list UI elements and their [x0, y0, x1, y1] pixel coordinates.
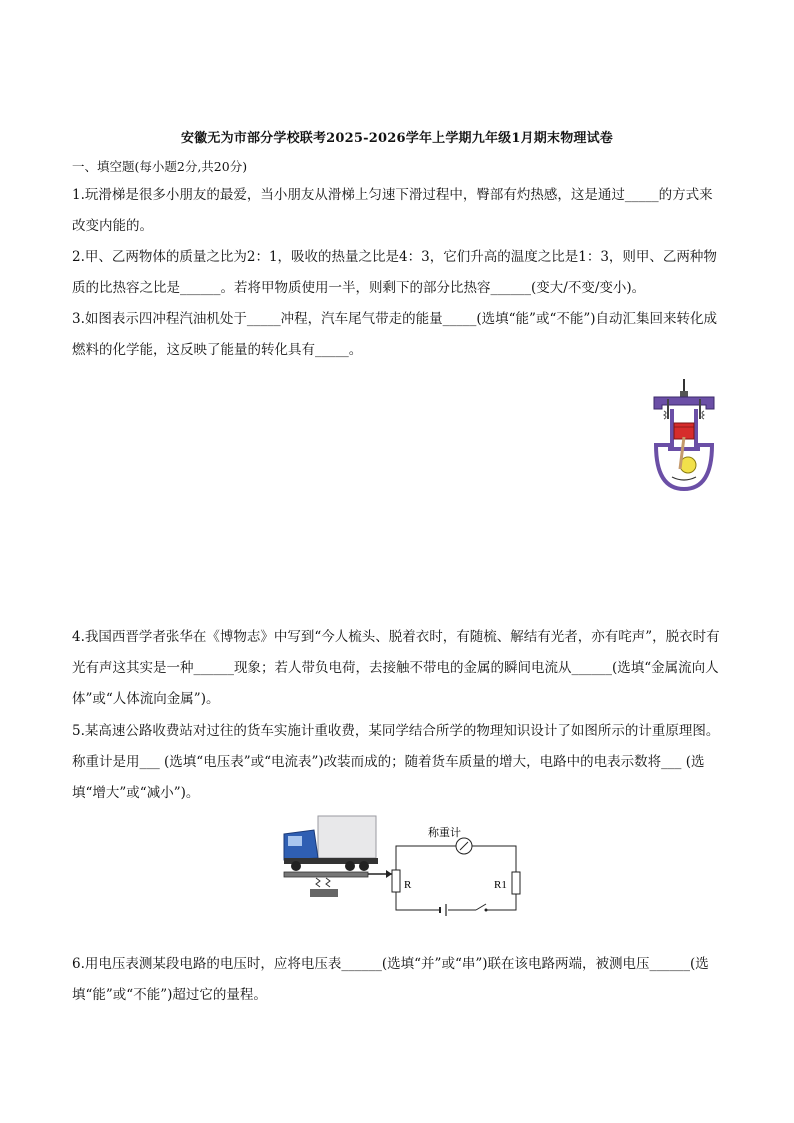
page-title: 安徽无为市部分学校联考2025-2026学年上学期九年级1月期末物理试卷: [180, 131, 613, 146]
switch-contact: [485, 909, 488, 912]
piston: [674, 423, 694, 439]
question-3: 3.如图表示四冲程汽油机处于_____冲程，汽车尾气带走的能量_____(选填“能”或“不能”)自动汇集回来转化成燃料的化学能，这反映了能量的转化具有_____。: [72, 311, 718, 358]
scale-base: [310, 889, 338, 897]
truck-rear-wheel-1: [345, 861, 355, 871]
truck-windshield: [288, 836, 302, 846]
truck-cargo-box: [318, 816, 376, 858]
question-2: 2.甲、乙两物体的质量之比为2：1，吸收的热量之比是4：3，它们升高的温度之比是1：3，则甲、乙两种物质的比热容之比是______。若将甲物质使用一半，则剩下的部分比热容______(变大/不变/变小)。: [72, 249, 717, 296]
resistor-r1-label: R1: [494, 879, 507, 891]
wire-bottom-left: [396, 892, 440, 910]
wire-bottom-right: [486, 894, 516, 910]
resistor-r: [392, 870, 400, 892]
rotation-arrow: [672, 477, 696, 480]
cylinder-head: [654, 397, 714, 409]
truck-image: [284, 816, 378, 871]
question-5: 5.某高速公路收费站对过往的货车实施计重收费，某同学结合所学的物理知识设计了如图所示的计重原理图。称重计是用___ (选填“电压表”或“电流表”)改装而成的；随着货车质量的增大，电路中的电表示数将___ (选填“增大”或“减小”)。: [72, 723, 720, 801]
slider-arrow: [386, 870, 392, 878]
wire-top-left: [396, 846, 456, 870]
section-heading: 一、填空题(每小题2分,共20分): [72, 159, 248, 174]
spark-plug-base: [680, 391, 688, 397]
truck-rear-wheel-2: [359, 861, 369, 871]
question-1: 1.玩滑梯是很多小朋友的最爱，当小朋友从滑梯上匀速下滑过程中，臀部有灼热感，这是通过_____的方式来改变内能的。: [72, 187, 713, 234]
weighing-circuit-figure: [280, 812, 530, 924]
question-6: 6.用电压表测某段电路的电压时，应将电压表______(选填“并”或“串”)联在该电路两端，被测电压______(选填“能”或“不能”)超过它的量程。: [72, 956, 709, 1003]
scale-platform: [284, 872, 368, 877]
intake-spring: [664, 411, 666, 419]
resistor-r1: [512, 872, 520, 894]
exhaust-spring: [702, 411, 704, 419]
question-4: 4.我国西晋学者张华在《博物志》中写到“今人梳头、脱着衣时，有随梳、解结有光者，亦有咤声”，脱衣时有光有声这其实是一种______现象；若人带负电荷，去接触不带电的金属的瞬间电流从______(选填“金属流向人体”或“人体流向金属”)。: [72, 629, 720, 707]
wire-top-right: [472, 846, 516, 872]
truck-front-wheel: [291, 861, 301, 871]
resistor-r-label: R: [404, 879, 412, 891]
engine-cylinder-figure: [648, 375, 720, 495]
switch-lever: [476, 904, 486, 910]
scale-spring: [316, 878, 330, 887]
meter-label: 称重计: [428, 826, 461, 839]
